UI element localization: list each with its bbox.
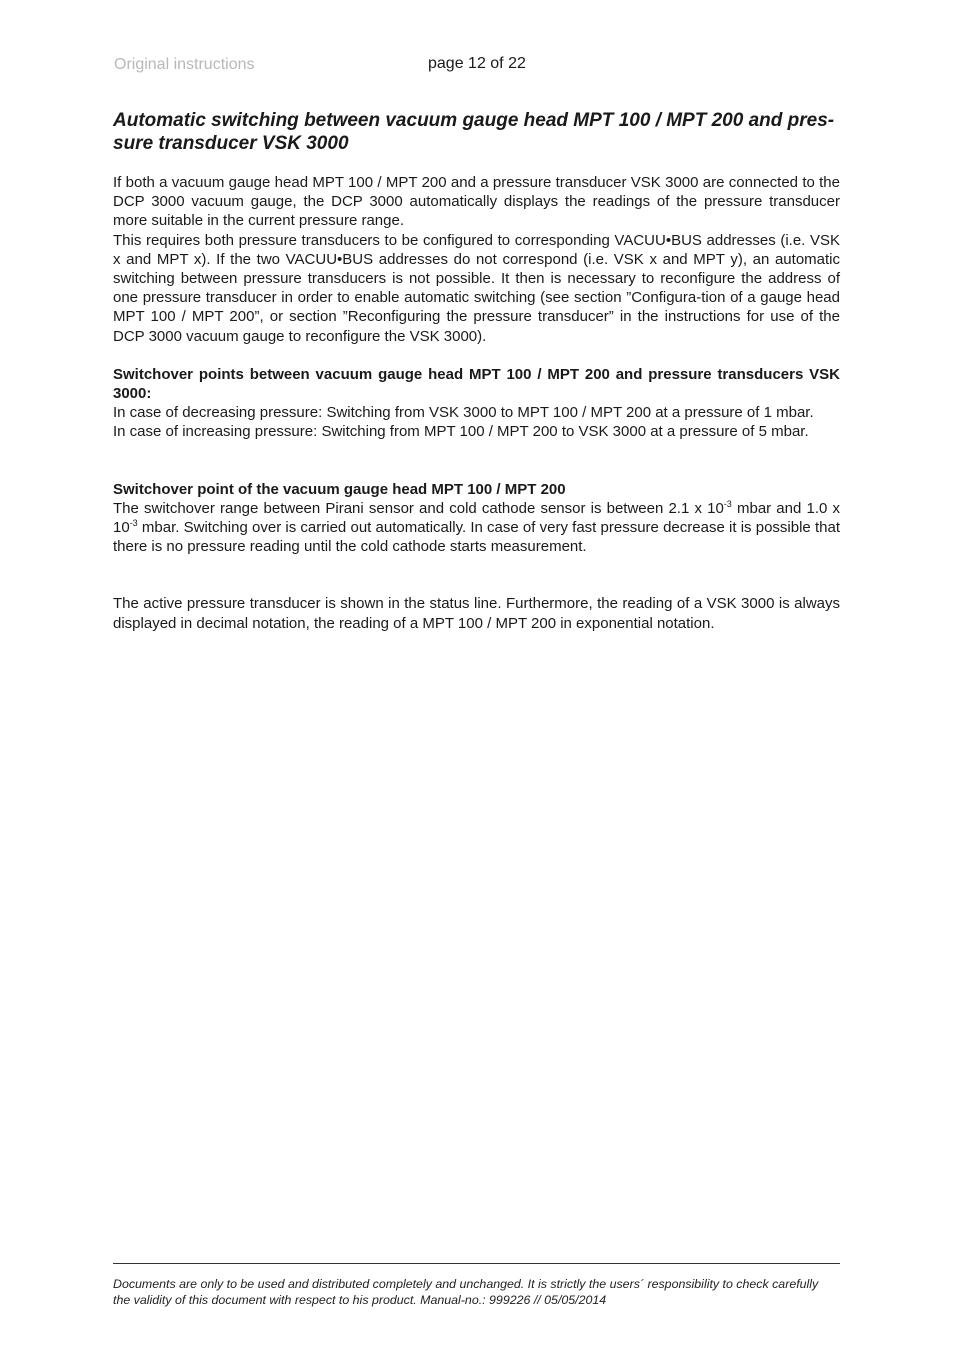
exponent-b: -3 xyxy=(129,518,138,529)
footer-disclaimer xyxy=(113,1276,848,1308)
footer-line2: the validity of this document with respect to his product. Manual-no.: 999226 // 05/05/2014 xyxy=(113,1293,607,1307)
gauge-switchover-text xyxy=(113,499,840,557)
exponent-a: -3 xyxy=(723,498,732,509)
gauge-switchover-heading: Switchover point of the vacuum gauge head MPT 100 / MPT 200 xyxy=(113,480,566,498)
intro-paragraph-2: This requires both pressure transducers to be configured to corresponding VACUU•BUS addresses (i.e. VSK x and MPT x). If the two VACUU•BUS addresses do not correspond (i.e. VSK x and MPT y), an automatic switching between pressure transducers is not possible. It then is necessary to reconfigure the address of one pressure transducer in order to enable automatic switching (see section ”Configura-tion of a gauge head MPT 100 / MPT 200”, or section ”Reconfiguring the pressure transducer” in the instructions for use of the DCP 3000 vacuum gauge to reconfigure the VSK 3000). xyxy=(113,231,840,345)
footer-line1: Documents are only to be used and distributed completely and unchanged. It is strictly the users´ responsibility to check carefully xyxy=(113,1277,819,1291)
switchover-increasing: In case of increasing pressure: Switching from MPT 100 / MPT 200 to VSK 3000 at a pressure of 5 mbar. xyxy=(113,423,809,441)
gauge-text-c: mbar. Switching over is carried out automatically. In case of very fast pressure decrease it is possible that there is no pressure reading until the cold cathode starts measurement. xyxy=(113,519,840,556)
section-title-line2: sure transducer VSK 3000 xyxy=(113,133,349,154)
intro-paragraph-1: If both a vacuum gauge head MPT 100 / MPT 200 and a pressure transducer VSK 3000 are connected to the DCP 3000 vacuum gauge, the DCP 3000 automatically displays the readings of the pressure transducer more suitable in the current pressure range. xyxy=(113,174,840,230)
gauge-text-b: mbar and 1.0 x 10 xyxy=(113,499,840,537)
footer-divider xyxy=(113,1263,840,1264)
section-title xyxy=(113,109,840,155)
switchover-points-heading: Switchover points between vacuum gauge head MPT 100 / MPT 200 and pressure transducers VSK 3000: xyxy=(113,365,840,403)
section-title-line1: Automatic switching between vacuum gauge head MPT 100 / MPT 200 and pres- xyxy=(113,110,835,131)
document-label: Original instructions xyxy=(114,56,255,73)
status-note: The active pressure transducer is shown in the status line. Furthermore, the reading of a VSK 3000 is always displayed in decimal notation, the reading of a MPT 100 / MPT 200 in exponential notation. xyxy=(113,595,840,632)
gauge-text-a: The switchover range between Pirani sensor and cold cathode sensor is between 2.1 x 10 xyxy=(113,499,724,517)
switchover-decreasing: In case of decreasing pressure: Switching from VSK 3000 to MPT 100 / MPT 200 at a pressure of 1 mbar. xyxy=(113,404,814,422)
page-content xyxy=(113,109,840,633)
page-number: page 12 of 22 xyxy=(428,55,526,72)
